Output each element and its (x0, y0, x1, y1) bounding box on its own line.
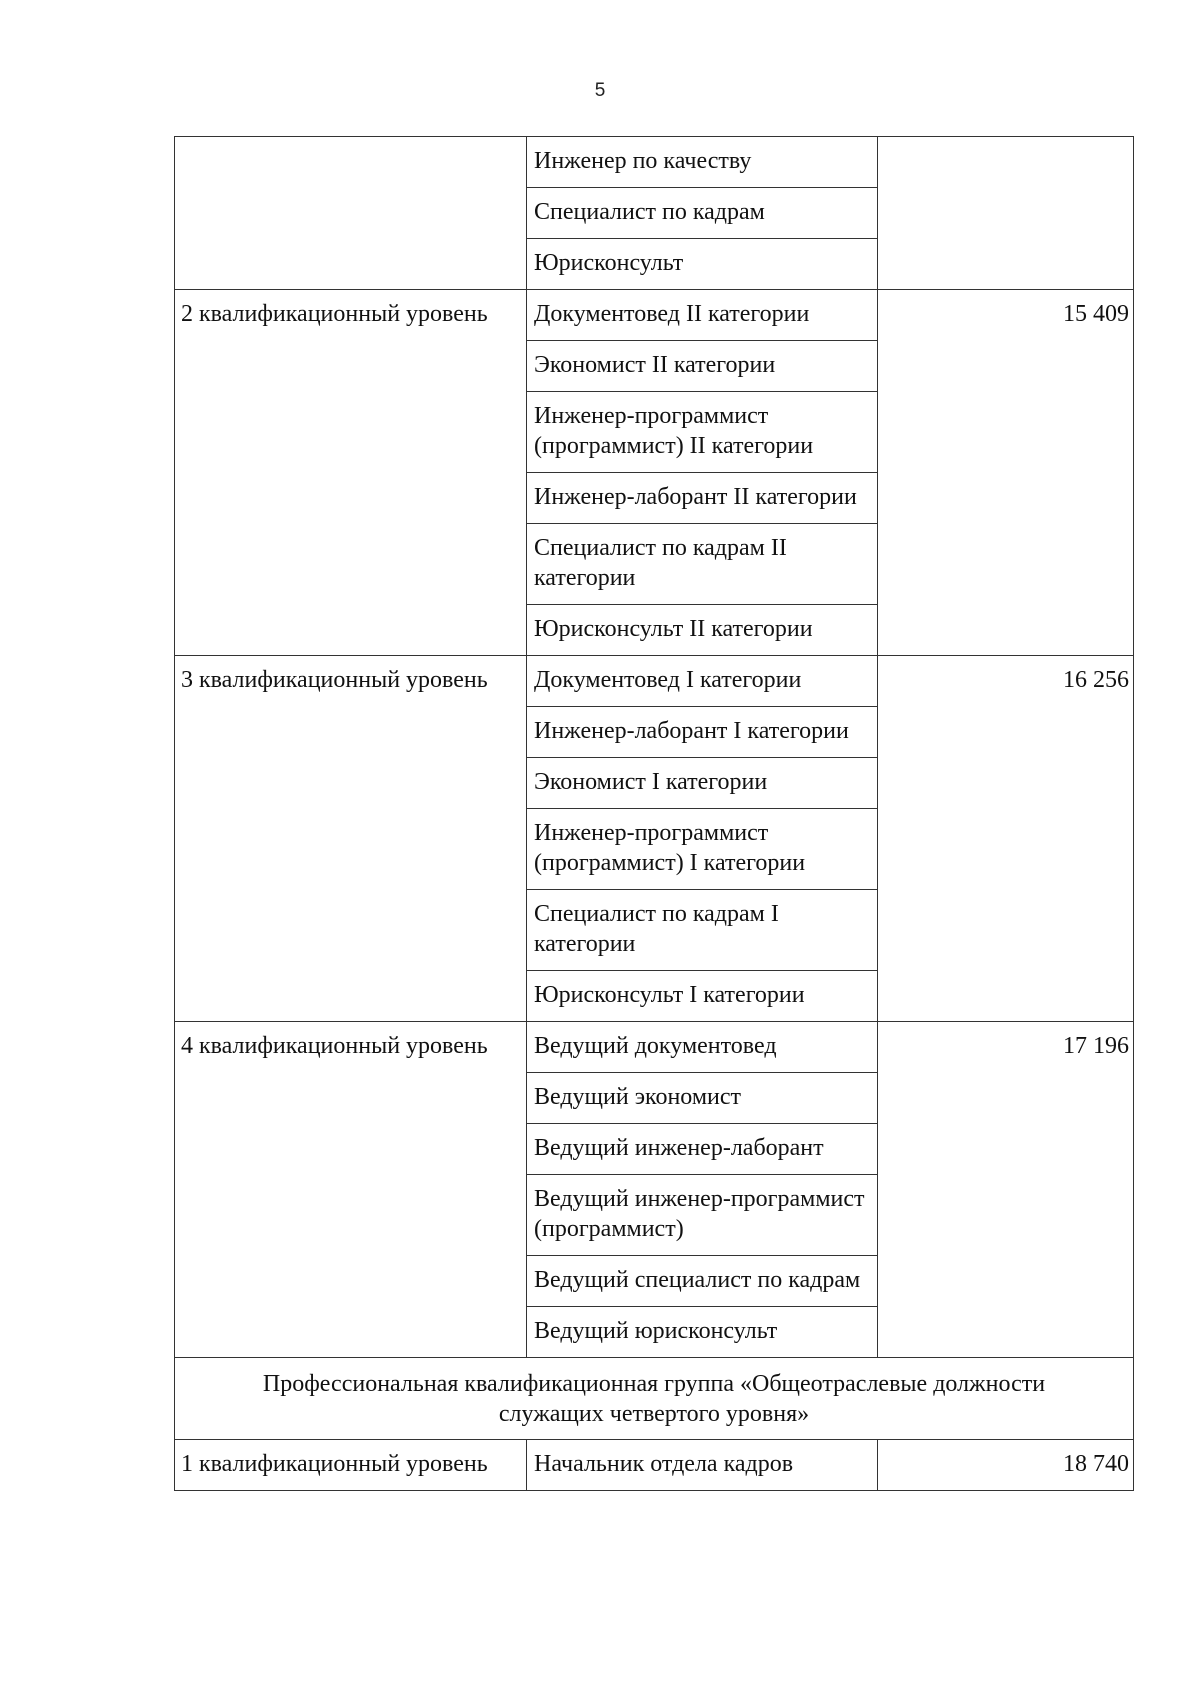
post-cell: Документовед I категории (527, 656, 878, 707)
post-cell: Юрисконсульт II категории (527, 605, 878, 656)
post-cell: Инженер-программист (программист) II категории (527, 392, 878, 473)
table-row (175, 656, 1134, 707)
table-row (175, 137, 1134, 188)
salary-cell: 17 196 (878, 1022, 1134, 1358)
post-cell: Инженер-лаборант I категории (527, 707, 878, 758)
post-cell: Ведущий экономист (527, 1073, 878, 1124)
post-cell: Экономист II категории (527, 341, 878, 392)
group-heading: Профессиональная квалификационная группа «Общеотраслевые должности служащих четвертого уровня» (175, 1358, 1134, 1440)
salary-cell: 15 409 (878, 290, 1134, 656)
level-cell: 1 квалификационный уровень (175, 1440, 527, 1491)
table-row (175, 1022, 1134, 1073)
post-cell: Ведущий документовед (527, 1022, 878, 1073)
level-cell: 4 квалификационный уровень (175, 1022, 527, 1358)
table-row (175, 1440, 1134, 1491)
post-cell: Ведущий юрисконсульт (527, 1307, 878, 1358)
post-cell: Специалист по кадрам (527, 188, 878, 239)
page-number: 5 (594, 80, 606, 101)
salary-table (174, 136, 1134, 1491)
post-cell: Инженер-программист (программист) I категории (527, 809, 878, 890)
post-cell: Инженер-лаборант II категории (527, 473, 878, 524)
post-cell: Ведущий инженер-лаборант (527, 1124, 878, 1175)
level-cell-empty (175, 137, 527, 290)
post-cell: Специалист по кадрам II категории (527, 524, 878, 605)
table-row (175, 1358, 1134, 1440)
post-cell: Документовед II категории (527, 290, 878, 341)
post-cell: Юрисконсульт (527, 239, 878, 290)
post-cell: Юрисконсульт I категории (527, 971, 878, 1022)
post-cell: Экономист I категории (527, 758, 878, 809)
post-cell: Начальник отдела кадров (527, 1440, 878, 1491)
level-cell: 2 квалификационный уровень (175, 290, 527, 656)
post-cell: Специалист по кадрам I категории (527, 890, 878, 971)
post-cell: Ведущий инженер-программист (программист) (527, 1175, 878, 1256)
salary-cell-empty (878, 137, 1134, 290)
post-cell: Инженер по качеству (527, 137, 878, 188)
salary-cell: 16 256 (878, 656, 1134, 1022)
level-cell: 3 квалификационный уровень (175, 656, 527, 1022)
salary-cell: 18 740 (878, 1440, 1134, 1491)
table-row (175, 290, 1134, 341)
post-cell: Ведущий специалист по кадрам (527, 1256, 878, 1307)
